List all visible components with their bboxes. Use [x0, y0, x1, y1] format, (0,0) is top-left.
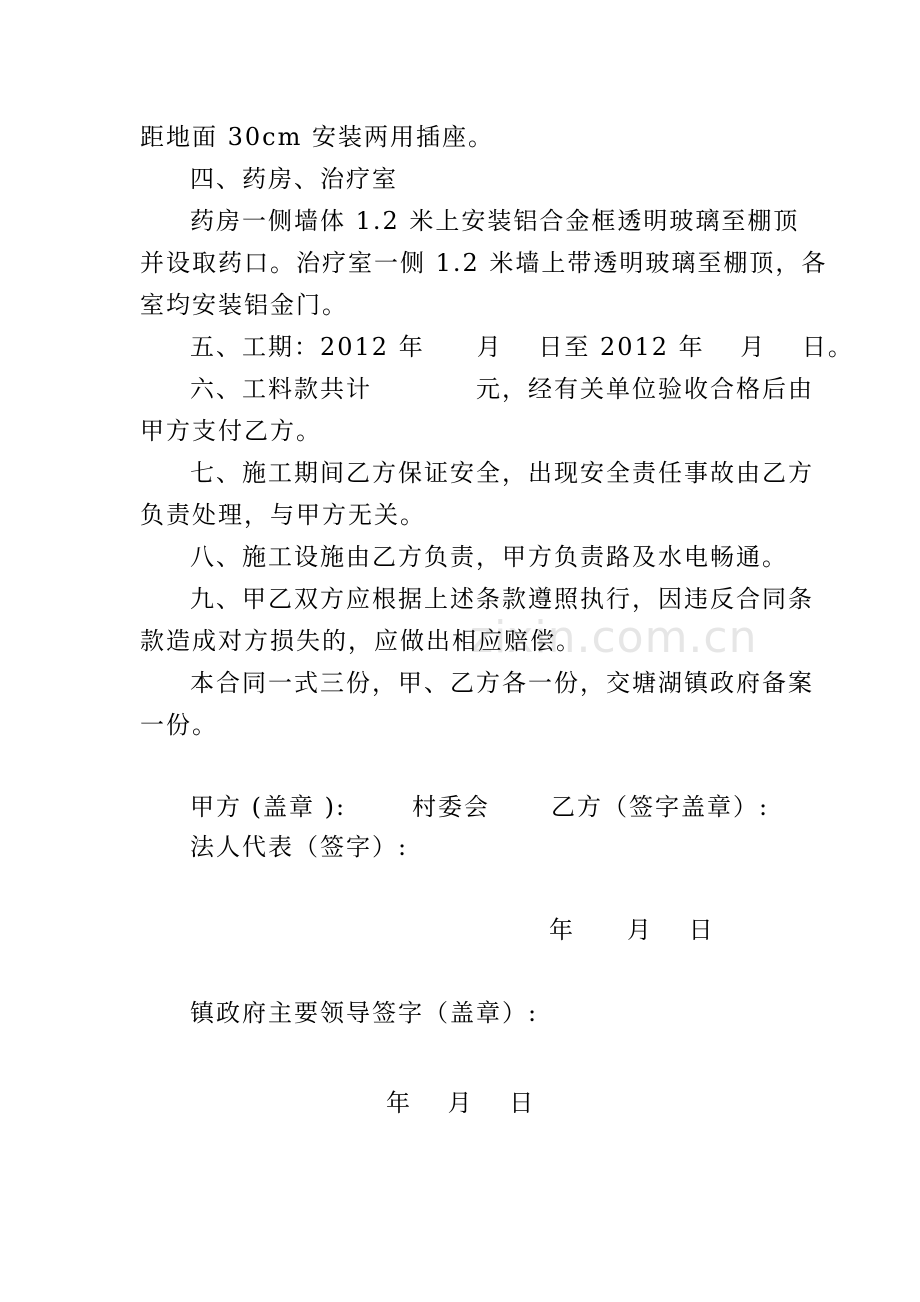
- signature-date: 年 月 日: [549, 916, 715, 944]
- paragraph-line: 本合同一式三份，甲、乙方各一份，交塘湖镇政府备案: [190, 669, 814, 697]
- legal-representative-label: 法人代表（签字）:: [190, 833, 409, 861]
- paragraph-line: 甲方支付乙方。: [140, 417, 322, 445]
- government-signature-date: 年 月 日: [386, 1089, 536, 1117]
- paragraph-line: 室均安装铝金门。: [140, 291, 348, 319]
- paragraph-line: 五、工期：2012 年 月 日至 2012 年 月 日。: [190, 333, 854, 361]
- paragraph-line: 六、工料款共计 元，经有关单位验收合格后由: [190, 375, 814, 403]
- party-a-name: 村委会: [412, 793, 490, 821]
- government-leader-label: 镇政府主要领导签字（盖章）:: [190, 999, 539, 1027]
- paragraph-line: 一份。: [140, 711, 218, 739]
- paragraph-line: 款造成对方损失的，应做出相应赔偿。: [140, 627, 582, 655]
- paragraph-line: 九、甲乙双方应根据上述条款遵照执行，因违反合同条: [190, 585, 814, 613]
- party-b-label: 乙方（签字盖章）:: [551, 793, 770, 821]
- paragraph-line: 药房一侧墙体 1.2 米上安装铝合金框透明玻璃至棚顶: [190, 207, 800, 235]
- paragraph-line: 并设取药口。治疗室一侧 1.2 米墙上带透明玻璃至棚顶，各: [140, 249, 828, 277]
- paragraph-line: 距地面 30cm 安装两用插座。: [140, 123, 494, 151]
- section-heading: 四、药房、治疗室: [190, 165, 398, 193]
- paragraph-line: 负责处理，与甲方无关。: [140, 501, 426, 529]
- watermark: zixin.com.cn: [470, 612, 758, 663]
- paragraph-line: 七、施工期间乙方保证安全，出现安全责任事故由乙方: [190, 459, 814, 487]
- paragraph-line: 八、施工设施由乙方负责，甲方负责路及水电畅通。: [190, 543, 788, 571]
- party-a-label: 甲方 (盖章 ):: [190, 793, 347, 821]
